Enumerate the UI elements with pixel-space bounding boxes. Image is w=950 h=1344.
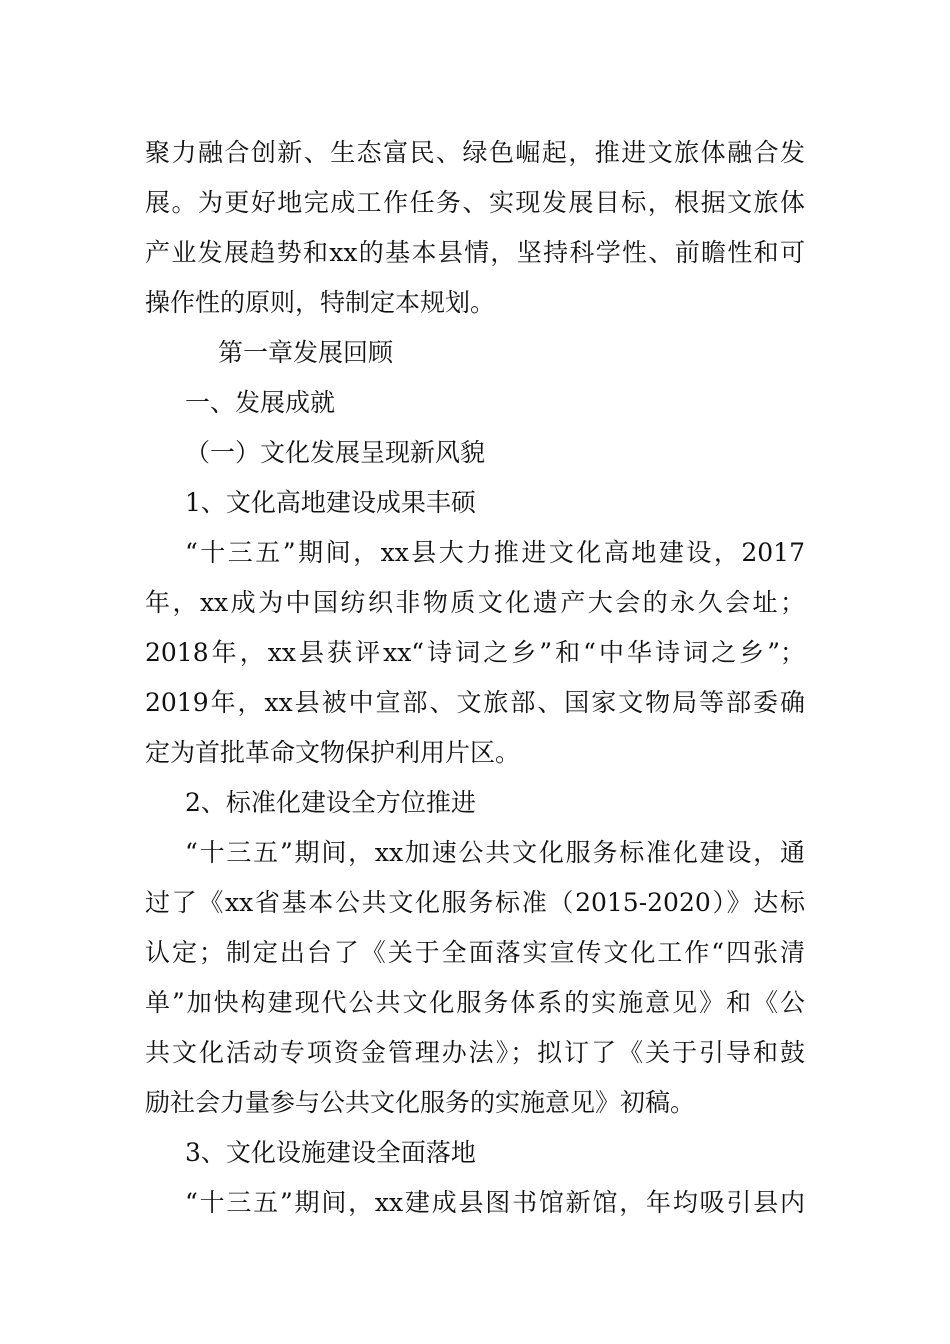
paragraph-line: 认定；制定出台了《关于全面落实宣传文化工作“四张清 xyxy=(145,938,805,967)
paragraph-line: 产业发展趋势和xx的基本县情，坚持科学性、前瞻性和可 xyxy=(145,238,805,267)
paragraph-line: “十三五”期间，xx县大力推进文化高地建设，2017 xyxy=(185,538,805,567)
paragraph-line: 定为首批革命文物保护利用片区。 xyxy=(145,738,521,767)
paragraph-line: “十三五”期间，xx建成县图书馆新馆，年均吸引县内 xyxy=(185,1188,805,1217)
paragraph-line: 过了《xx省基本公共文化服务标准（2015-2020）》达标 xyxy=(145,888,805,917)
paragraph-line: 励社会力量参与公共文化服务的实施意见》初稿。 xyxy=(145,1088,696,1117)
paragraph-line: 年，xx成为中国纺织非物质文化遗产大会的永久会址； xyxy=(145,588,805,617)
paragraph-line: 聚力融合创新、生态富民、绿色崛起，推进文旅体融合发 xyxy=(145,138,805,167)
item-heading: 2、标准化建设全方位推进 xyxy=(185,788,476,817)
paragraph-line: 共文化活动专项资金管理办法》；拟订了《关于引导和鼓 xyxy=(145,1038,805,1067)
paragraph-line: 2019年，xx县被中宣部、文旅部、国家文物局等部委确 xyxy=(145,688,805,717)
paragraph-line: 操作性的原则，特制定本规划。 xyxy=(145,288,496,317)
item-heading: 1、文化高地建设成果丰硕 xyxy=(185,488,476,517)
paragraph-line: 2018年，xx县获评xx“诗词之乡”和“中华诗词之乡”； xyxy=(145,638,805,667)
paragraph-line: “十三五”期间，xx加速公共文化服务标准化建设，通 xyxy=(185,838,805,867)
paragraph-line: 展。为更好地完成工作任务、实现发展目标，根据文旅体 xyxy=(145,188,805,217)
paragraph-line: 单”加快构建现代公共文化服务体系的实施意见》和《公 xyxy=(145,988,805,1017)
section-heading: 一、发展成就 xyxy=(185,388,336,417)
subsection-heading: （一）文化发展呈现新风貌 xyxy=(185,438,486,467)
item-heading: 3、文化设施建设全面落地 xyxy=(185,1138,476,1167)
chapter-heading: 第一章发展回顾 xyxy=(218,338,394,367)
